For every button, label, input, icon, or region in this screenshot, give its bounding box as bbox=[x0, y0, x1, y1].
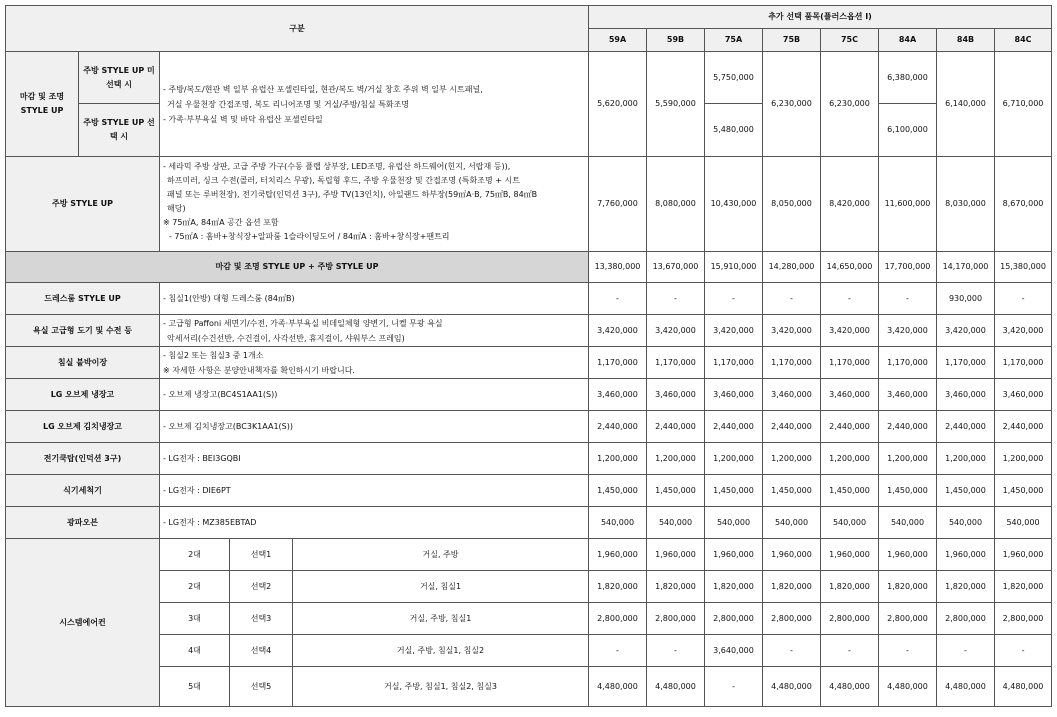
price-cell: 2,440,000 bbox=[705, 411, 763, 443]
price-cell: 1,170,000 bbox=[705, 347, 763, 379]
price-cell: 14,170,000 bbox=[937, 252, 995, 283]
item-label: 광파오븐 bbox=[6, 507, 160, 539]
price-cell: 5,620,000 bbox=[589, 52, 647, 157]
price-cell: - bbox=[589, 283, 647, 315]
price-cell: 3,420,000 bbox=[995, 315, 1052, 347]
kitchen-desc-line: - 75㎡A : 홈바+창식장+알파룸 1슬라이딩도어 / 84㎡A : 홈바+창식장+팬트리 bbox=[169, 232, 450, 241]
price-cell: 3,420,000 bbox=[763, 315, 821, 347]
item-desc-line: - LG전자 : BEI3GQBI bbox=[163, 454, 241, 463]
price-cell: - bbox=[763, 635, 821, 667]
price-cell: - bbox=[879, 635, 937, 667]
finish-lighting-desc-line: - 가족·부부욕실 벽 및 바닥 유럽산 포셀린타일 bbox=[163, 114, 323, 124]
price-cell: 1,170,000 bbox=[647, 347, 705, 379]
price-cell: 2,800,000 bbox=[705, 603, 763, 635]
price-cell: 2,800,000 bbox=[995, 603, 1052, 635]
header-type-75b: 75B bbox=[763, 29, 821, 52]
price-cell: 2,440,000 bbox=[763, 411, 821, 443]
price-cell: 6,230,000 bbox=[763, 52, 821, 157]
kitchen-desc-line: ※ 75㎡A, 84㎡A 공간 옵션 포함 bbox=[163, 218, 279, 227]
price-cell: 2,800,000 bbox=[821, 603, 879, 635]
item-desc bbox=[160, 347, 589, 379]
item-label: 식기세척기 bbox=[6, 475, 160, 507]
aircon-rooms: 거실, 주방, 침실1, 침실2 bbox=[293, 635, 589, 667]
price-cell: 6,230,000 bbox=[821, 52, 879, 157]
price-cell: 1,820,000 bbox=[937, 571, 995, 603]
price-cell: 4,480,000 bbox=[763, 667, 821, 707]
price-cell: 4,480,000 bbox=[937, 667, 995, 707]
aircon-count: 5대 bbox=[160, 667, 230, 707]
price-cell: 2,440,000 bbox=[995, 411, 1052, 443]
price-cell: 2,440,000 bbox=[879, 411, 937, 443]
header-category: 구분 bbox=[6, 6, 589, 52]
price-cell: 1,820,000 bbox=[821, 571, 879, 603]
price-cell: 1,200,000 bbox=[937, 443, 995, 475]
aircon-rooms: 거실, 주방, 침실1, 침실2, 침실3 bbox=[293, 667, 589, 707]
price-cell: 1,820,000 bbox=[647, 571, 705, 603]
price-cell: 2,800,000 bbox=[763, 603, 821, 635]
price-cell: 13,670,000 bbox=[647, 252, 705, 283]
aircon-option: 선택3 bbox=[230, 603, 293, 635]
price-cell: 3,640,000 bbox=[705, 635, 763, 667]
price-cell: 540,000 bbox=[821, 507, 879, 539]
price-cell: 1,450,000 bbox=[821, 475, 879, 507]
price-cell: 540,000 bbox=[995, 507, 1052, 539]
price-cell: 4,480,000 bbox=[589, 667, 647, 707]
price-cell: 1,960,000 bbox=[763, 539, 821, 571]
price-cell: 2,440,000 bbox=[821, 411, 879, 443]
finish-lighting-desc-line: 거실 우물천장 간접조명, 복도 리니어조명 및 거실/주방/침실 특화조명 bbox=[167, 99, 410, 109]
item-desc-line: - LG전자 : DIE6PT bbox=[163, 486, 231, 495]
price-cell: 540,000 bbox=[937, 507, 995, 539]
price-cell: 3,460,000 bbox=[879, 379, 937, 411]
price-cell: 2,800,000 bbox=[589, 603, 647, 635]
price-cell: - bbox=[647, 635, 705, 667]
price-cell: 1,960,000 bbox=[647, 539, 705, 571]
price-cell: 540,000 bbox=[879, 507, 937, 539]
option-price-table bbox=[5, 5, 1052, 707]
price-cell: 1,960,000 bbox=[589, 539, 647, 571]
selected-label: 주방 STYLE UP 선택 시 bbox=[79, 104, 160, 157]
aircon-option: 선택2 bbox=[230, 571, 293, 603]
price-cell: 3,460,000 bbox=[647, 379, 705, 411]
header-type-75c: 75C bbox=[821, 29, 879, 52]
price-cell: 540,000 bbox=[589, 507, 647, 539]
price-cell: 7,760,000 bbox=[589, 157, 647, 252]
price-cell: 1,170,000 bbox=[879, 347, 937, 379]
price-cell: 3,460,000 bbox=[589, 379, 647, 411]
price-cell: 540,000 bbox=[763, 507, 821, 539]
price-cell: 1,170,000 bbox=[937, 347, 995, 379]
combined-label: 마감 및 조명 STYLE UP + 주방 STYLE UP bbox=[6, 252, 589, 283]
price-cell: - bbox=[589, 635, 647, 667]
price-cell: - bbox=[647, 283, 705, 315]
finish-lighting-label: 마감 및 조명 STYLE UP bbox=[6, 52, 79, 157]
price-cell: 1,200,000 bbox=[647, 443, 705, 475]
price-cell: 1,960,000 bbox=[821, 539, 879, 571]
price-cell: 3,420,000 bbox=[705, 315, 763, 347]
aircon-count: 4대 bbox=[160, 635, 230, 667]
price-cell: 5,750,000 bbox=[705, 52, 763, 104]
price-cell: 3,460,000 bbox=[705, 379, 763, 411]
price-cell: 15,910,000 bbox=[705, 252, 763, 283]
aircon-rooms: 거실, 주방, 침실1 bbox=[293, 603, 589, 635]
header-type-59b: 59B bbox=[647, 29, 705, 52]
price-cell: 1,820,000 bbox=[589, 571, 647, 603]
header-price-group: 추가 선택 품목(플러스옵션 I) bbox=[589, 6, 1052, 29]
price-cell: 1,960,000 bbox=[879, 539, 937, 571]
price-cell: - bbox=[879, 283, 937, 315]
price-cell: 14,650,000 bbox=[821, 252, 879, 283]
price-cell: 1,820,000 bbox=[763, 571, 821, 603]
price-cell: 1,200,000 bbox=[763, 443, 821, 475]
price-cell: 4,480,000 bbox=[879, 667, 937, 707]
item-desc-line: - 오브제 냉장고(BC4S1AA1(S)) bbox=[163, 390, 278, 399]
price-cell: 1,200,000 bbox=[705, 443, 763, 475]
price-cell: - bbox=[937, 635, 995, 667]
price-cell: 3,420,000 bbox=[879, 315, 937, 347]
price-cell: 1,200,000 bbox=[995, 443, 1052, 475]
item-desc bbox=[160, 379, 589, 411]
price-cell: 6,100,000 bbox=[879, 104, 937, 157]
item-desc-line: - 침실1(안방) 대형 드레스룸 (84㎡B) bbox=[163, 294, 295, 303]
kitchen-desc-line: 하프미러, 싱크 수전(콜러, 터치리스 무광), 독립형 후드, 주방 우물천장 및 간접조명 (특화조명 + 시트 bbox=[167, 176, 520, 185]
aircon-label: 시스템에어컨 bbox=[6, 539, 160, 707]
price-cell: 8,080,000 bbox=[647, 157, 705, 252]
price-cell: 4,480,000 bbox=[995, 667, 1052, 707]
price-cell: 2,440,000 bbox=[937, 411, 995, 443]
price-cell: 1,170,000 bbox=[589, 347, 647, 379]
price-cell: - bbox=[705, 667, 763, 707]
price-cell: 1,200,000 bbox=[589, 443, 647, 475]
kitchen-desc-line: 패널 또는 루버천장), 전기쿡탑(인덕션 3구), 주방 TV(13인치), 아일랜드 하부장(59㎡A·B, 75㎡B, 84㎡B bbox=[167, 190, 538, 199]
item-label: 욕실 고급형 도기 및 수전 등 bbox=[6, 315, 160, 347]
price-cell: 3,420,000 bbox=[647, 315, 705, 347]
price-cell: 2,800,000 bbox=[647, 603, 705, 635]
price-cell: 3,460,000 bbox=[995, 379, 1052, 411]
price-cell: 1,170,000 bbox=[821, 347, 879, 379]
item-desc-line: 악세서리(수건선반, 수건걸이, 사각선반, 휴지걸이, 샤워부스 프레임) bbox=[167, 333, 405, 343]
price-cell: 1,200,000 bbox=[821, 443, 879, 475]
price-cell: - bbox=[995, 283, 1052, 315]
aircon-count: 3대 bbox=[160, 603, 230, 635]
aircon-count: 2대 bbox=[160, 539, 230, 571]
price-cell: - bbox=[821, 283, 879, 315]
price-cell: 2,440,000 bbox=[589, 411, 647, 443]
item-desc bbox=[160, 411, 589, 443]
price-cell: 6,710,000 bbox=[995, 52, 1052, 157]
finish-lighting-desc bbox=[160, 52, 589, 157]
header-type-84a: 84A bbox=[879, 29, 937, 52]
aircon-option: 선택1 bbox=[230, 539, 293, 571]
header-type-84c: 84C bbox=[995, 29, 1052, 52]
price-cell: 1,820,000 bbox=[879, 571, 937, 603]
item-label: 전기쿡탑(인덕션 3구) bbox=[6, 443, 160, 475]
header-type-84b: 84B bbox=[937, 29, 995, 52]
kitchen-desc-line: - 세라믹 주방 상판, 고급 주방 가구(수동 플랩 상부장, LED조명, 유럽산 하드웨어(힌지, 서랍재 등)), bbox=[163, 162, 511, 171]
item-desc-line: ※ 자세한 사항은 분양안내책자를 확인하시기 바랍니다. bbox=[163, 365, 355, 375]
item-desc bbox=[160, 507, 589, 539]
price-cell: 4,480,000 bbox=[647, 667, 705, 707]
price-cell: 8,420,000 bbox=[821, 157, 879, 252]
item-desc bbox=[160, 475, 589, 507]
item-label: 침실 붙박이장 bbox=[6, 347, 160, 379]
price-cell: 3,460,000 bbox=[763, 379, 821, 411]
aircon-rooms: 거실, 침실1 bbox=[293, 571, 589, 603]
price-cell: 15,380,000 bbox=[995, 252, 1052, 283]
price-cell: 1,960,000 bbox=[937, 539, 995, 571]
price-cell: 3,420,000 bbox=[937, 315, 995, 347]
price-cell: 540,000 bbox=[647, 507, 705, 539]
price-cell: 8,670,000 bbox=[995, 157, 1052, 252]
price-cell: 2,440,000 bbox=[647, 411, 705, 443]
price-cell: - bbox=[763, 283, 821, 315]
price-cell: 13,380,000 bbox=[589, 252, 647, 283]
price-cell: 6,140,000 bbox=[937, 52, 995, 157]
item-desc-line: - 침실2 또는 침실3 중 1개소 bbox=[163, 350, 264, 360]
price-cell: 1,960,000 bbox=[995, 539, 1052, 571]
item-desc bbox=[160, 283, 589, 315]
price-cell: 1,820,000 bbox=[705, 571, 763, 603]
price-cell: 2,800,000 bbox=[937, 603, 995, 635]
price-cell: 1,450,000 bbox=[589, 475, 647, 507]
price-cell: 10,430,000 bbox=[705, 157, 763, 252]
price-cell: 1,450,000 bbox=[937, 475, 995, 507]
item-desc-line: - LG전자 : MZ385EBTAD bbox=[163, 518, 257, 527]
price-cell: - bbox=[705, 283, 763, 315]
price-cell: 8,030,000 bbox=[937, 157, 995, 252]
item-label: LG 오브제 냉장고 bbox=[6, 379, 160, 411]
not-selected-label: 주방 STYLE UP 미선택 시 bbox=[79, 52, 160, 104]
price-cell: 8,050,000 bbox=[763, 157, 821, 252]
price-cell: 1,820,000 bbox=[995, 571, 1052, 603]
price-cell: 1,200,000 bbox=[879, 443, 937, 475]
finish-lighting-desc-line: - 주방/복도/현관 벽 일부 유럽산 포셀린타일, 현관/복도 벽/거실 창호 주위 벽 일부 시트패널, bbox=[163, 84, 483, 94]
price-cell: 2,800,000 bbox=[879, 603, 937, 635]
header-type-75a: 75A bbox=[705, 29, 763, 52]
aircon-option: 선택4 bbox=[230, 635, 293, 667]
item-label: LG 오브제 김치냉장고 bbox=[6, 411, 160, 443]
price-cell: 5,480,000 bbox=[705, 104, 763, 157]
price-cell: 11,600,000 bbox=[879, 157, 937, 252]
aircon-option: 선택5 bbox=[230, 667, 293, 707]
price-cell: 1,450,000 bbox=[995, 475, 1052, 507]
price-cell: 4,480,000 bbox=[821, 667, 879, 707]
price-cell: 1,170,000 bbox=[763, 347, 821, 379]
kitchen-desc-line: 해당) bbox=[167, 204, 186, 213]
item-desc-line: - 오브제 김치냉장고(BC3K1AA1(S)) bbox=[163, 422, 293, 431]
price-cell: - bbox=[995, 635, 1052, 667]
price-cell: 14,280,000 bbox=[763, 252, 821, 283]
price-cell: 930,000 bbox=[937, 283, 995, 315]
price-cell: - bbox=[821, 635, 879, 667]
price-cell: 3,420,000 bbox=[589, 315, 647, 347]
price-cell: 3,460,000 bbox=[937, 379, 995, 411]
price-cell: 6,380,000 bbox=[879, 52, 937, 104]
price-cell: 540,000 bbox=[705, 507, 763, 539]
price-cell: 5,590,000 bbox=[647, 52, 705, 157]
item-desc bbox=[160, 315, 589, 347]
item-desc bbox=[160, 443, 589, 475]
price-cell: 1,450,000 bbox=[763, 475, 821, 507]
header-type-59a: 59A bbox=[589, 29, 647, 52]
price-cell: 1,450,000 bbox=[705, 475, 763, 507]
price-cell: 17,700,000 bbox=[879, 252, 937, 283]
price-cell: 1,960,000 bbox=[705, 539, 763, 571]
item-label: 드레스룸 STYLE UP bbox=[6, 283, 160, 315]
aircon-count: 2대 bbox=[160, 571, 230, 603]
price-cell: 1,450,000 bbox=[647, 475, 705, 507]
aircon-rooms: 거실, 주방 bbox=[293, 539, 589, 571]
kitchen-label: 주방 STYLE UP bbox=[6, 157, 160, 252]
price-cell: 3,420,000 bbox=[821, 315, 879, 347]
price-cell: 1,450,000 bbox=[879, 475, 937, 507]
price-cell: 3,460,000 bbox=[821, 379, 879, 411]
price-cell: 1,170,000 bbox=[995, 347, 1052, 379]
kitchen-desc bbox=[160, 157, 589, 252]
item-desc-line: - 고급형 Paffoni 세면기/수전, 가족·부부욕실 비데일체형 양변기, 니켈 무광 욕실 bbox=[163, 318, 443, 328]
